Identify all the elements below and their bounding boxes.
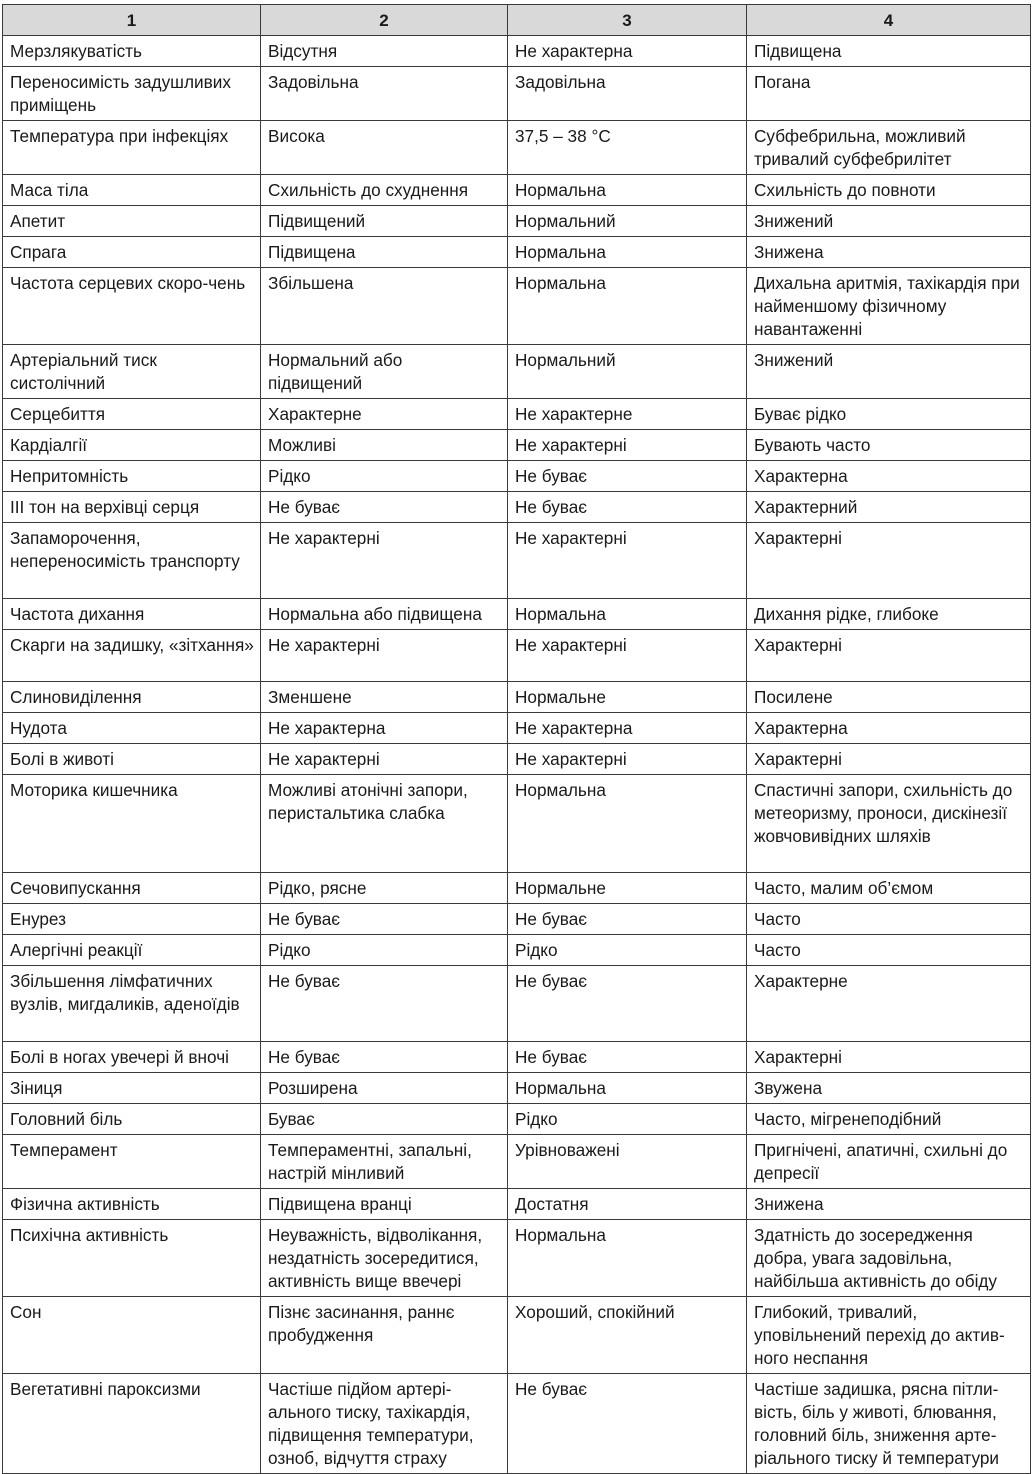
table-row [3,873,1031,904]
table-cell: Нормальна [508,1220,747,1297]
row-label-cell: Вегетативні пароксизми [3,1374,261,1474]
table-cell: Нормальне [508,873,747,904]
table-cell: Глибокий, тривалий, уповільнений перехід до актив-ного неспання [747,1297,1031,1374]
table-row [3,175,1031,206]
table-cell: Хороший, спокійний [508,1297,747,1374]
column-header-2: 2 [261,5,508,36]
row-label-cell: Температура при інфекціях [3,121,261,175]
table-cell: Не характерна [508,713,747,744]
table-cell: Схильність до схуднення [261,175,508,206]
table-cell: Не буває [508,1042,747,1073]
table-cell: Не буває [261,1042,508,1073]
table-cell: Характерна [747,713,1031,744]
table-header [3,5,1031,36]
table-row [3,599,1031,630]
table-cell: Рідко [508,935,747,966]
table-row [3,904,1031,935]
table-cell: Не буває [261,966,508,1042]
table-cell: Темпераментні, запальні, настрій мінливий [261,1135,508,1189]
row-label-cell: Збільшення лімфатичних вузлів, мигдаликів, аденоїдів [3,966,261,1042]
table-row [3,237,1031,268]
row-label-cell: III тон на верхівці серця [3,492,261,523]
table-cell: Характерне [747,966,1031,1042]
table-cell: Нормальний [508,206,747,237]
table-cell: Не характерні [508,430,747,461]
table-row [3,1073,1031,1104]
row-label-cell: Сон [3,1297,261,1374]
table-cell: Часто, малим об’ємом [747,873,1031,904]
table-row [3,461,1031,492]
table-row [3,1189,1031,1220]
table-cell: Спастичні запори, схильність до метеоризму, проноси, дискінезії жовчовивідних шляхів [747,775,1031,873]
table-body [3,36,1031,1474]
table-cell: Характерний [747,492,1031,523]
table-cell: Не характерна [508,36,747,67]
table-row [3,744,1031,775]
table-cell: Підвищена [747,36,1031,67]
row-label-cell: Апетит [3,206,261,237]
table-row [3,430,1031,461]
table-cell: Нормальний або підвищений [261,345,508,399]
row-label-cell: Серцебиття [3,399,261,430]
row-label-cell: Алергічні реакції [3,935,261,966]
table-cell: Знижена [747,1189,1031,1220]
table-cell: Урівноважені [508,1135,747,1189]
table-cell: Часто, мігренеподібний [747,1104,1031,1135]
table-cell: Не характерні [261,744,508,775]
table-cell: Характерні [747,630,1031,682]
table-row [3,67,1031,121]
row-label-cell: Фізична активність [3,1189,261,1220]
table-cell: Характерні [747,744,1031,775]
table-cell: Не буває [261,492,508,523]
table-row [3,523,1031,599]
table-cell: Дихальна аритмія, тахікардія при найменшому фізичному навантаженні [747,268,1031,345]
row-label-cell: Частота дихання [3,599,261,630]
header-row [3,5,1031,36]
row-label-cell: Зіниця [3,1073,261,1104]
column-header-4: 4 [747,5,1031,36]
row-label-cell: Артеріальний тиск систолічний [3,345,261,399]
table-row [3,492,1031,523]
row-label-cell: Кардіалгії [3,430,261,461]
table-cell: Не буває [508,461,747,492]
table-cell: Підвищена вранці [261,1189,508,1220]
table-row [3,630,1031,682]
table-cell: Часто [747,904,1031,935]
table-cell: Рідко [261,461,508,492]
table-cell: Відсутня [261,36,508,67]
row-label-cell: Нудота [3,713,261,744]
table-cell: Схильність до повноти [747,175,1031,206]
table-row [3,713,1031,744]
row-label-cell: Спрага [3,237,261,268]
table-cell: Характерні [747,523,1031,599]
row-label-cell: Слиновиділення [3,682,261,713]
comparison-table [2,4,1031,1474]
table-cell: Можливі [261,430,508,461]
column-header-1: 1 [3,5,261,36]
table-cell: Не характерні [261,630,508,682]
table-cell: Знижена [747,237,1031,268]
table-cell: Розширена [261,1073,508,1104]
table-row [3,1297,1031,1374]
table-cell: Не характерні [508,744,747,775]
table-cell: Задовільна [508,67,747,121]
row-label-cell: Психічна активність [3,1220,261,1297]
table-cell: Не характерні [261,523,508,599]
table-cell: Зменшене [261,682,508,713]
row-label-cell: Переносимість задушливих приміщень [3,67,261,121]
table-cell: Буває [261,1104,508,1135]
table-cell: Не характерна [261,713,508,744]
table-cell: Не буває [508,492,747,523]
row-label-cell: Моторика кишечника [3,775,261,873]
table-row [3,1220,1031,1297]
table-cell: Здатність до зосередження добра, увага задовільна, найбільша активність до обіду [747,1220,1031,1297]
table-row [3,775,1031,873]
table-cell: Не буває [508,1374,747,1474]
table-row [3,399,1031,430]
table-cell: Можливі атонічні запори, перистальтика слабка [261,775,508,873]
row-label-cell: Скарги на задишку, «зітхання» [3,630,261,682]
table-cell: Не буває [261,904,508,935]
table-cell: Характерне [261,399,508,430]
table-cell: Знижений [747,206,1031,237]
table-cell: Пізнє засинання, раннє пробудження [261,1297,508,1374]
table-cell: Не характерне [508,399,747,430]
column-header-3: 3 [508,5,747,36]
table-cell: Не характерні [508,630,747,682]
table-row [3,268,1031,345]
row-label-cell: Болі в животі [3,744,261,775]
table-cell: Бувають часто [747,430,1031,461]
table-cell: Погана [747,67,1031,121]
row-label-cell: Запаморочення, непереносимість транспорту [3,523,261,599]
table-cell: Посилене [747,682,1031,713]
table-row [3,206,1031,237]
table-cell: Не буває [508,904,747,935]
table-cell: Нормальна [508,237,747,268]
table-cell: Підвищений [261,206,508,237]
row-label-cell: Частота серцевих скоро-чень [3,268,261,345]
table-cell: 37,5 – 38 °С [508,121,747,175]
table-cell: Нормальна [508,599,747,630]
table-cell: Нормальна або підвищена [261,599,508,630]
table-cell: Достатня [508,1189,747,1220]
table-row [3,966,1031,1042]
table-row [3,1374,1031,1474]
row-label-cell: Мерзлякуватість [3,36,261,67]
table-cell: Частіше підйом артері-ального тиску, тахікардія, підвищення температури, озноб, відчуття страху [261,1374,508,1474]
row-label-cell: Сечовипускання [3,873,261,904]
table-row [3,1135,1031,1189]
row-label-cell: Маса тіла [3,175,261,206]
table-cell: Неуважність, відволікання, нездатність зосередитися, активність вище ввечері [261,1220,508,1297]
table-cell: Рідко, рясне [261,873,508,904]
table-row [3,121,1031,175]
row-label-cell: Непритомність [3,461,261,492]
table-cell: Буває рідко [747,399,1031,430]
table-cell: Частіше задишка, рясна пітли-вість, біль у животі, блювання, головний біль, зниження арте-ріального тиску й температури [747,1374,1031,1474]
table-cell: Підвищена [261,237,508,268]
row-label-cell: Болі в ногах увечері й вночі [3,1042,261,1073]
table-cell: Рідко [508,1104,747,1135]
table-cell: Звужена [747,1073,1031,1104]
table-cell: Знижений [747,345,1031,399]
table-cell: Характерна [747,461,1031,492]
table-row [3,1104,1031,1135]
table-row [3,682,1031,713]
row-label-cell: Енурез [3,904,261,935]
table-cell: Характерні [747,1042,1031,1073]
table-row [3,1042,1031,1073]
table-row [3,36,1031,67]
row-label-cell: Головний біль [3,1104,261,1135]
table-cell: Нормальна [508,175,747,206]
table-cell: Часто [747,935,1031,966]
row-label-cell: Темперамент [3,1135,261,1189]
table-row [3,345,1031,399]
table-cell: Нормальне [508,682,747,713]
table-cell: Не буває [508,966,747,1042]
table-cell: Нормальна [508,775,747,873]
table-cell: Збільшена [261,268,508,345]
table-cell: Не характерні [508,523,747,599]
table-row [3,935,1031,966]
table-cell: Нормальна [508,268,747,345]
table-cell: Задовільна [261,67,508,121]
table-cell: Рідко [261,935,508,966]
table-cell: Субфебрильна, можливий тривалий субфебрилітет [747,121,1031,175]
table-cell: Нормальний [508,345,747,399]
table-cell: Висока [261,121,508,175]
table-cell: Пригнічені, апатичні, схильні до депресії [747,1135,1031,1189]
table-cell: Нормальна [508,1073,747,1104]
table-cell: Дихання рідке, глибоке [747,599,1031,630]
